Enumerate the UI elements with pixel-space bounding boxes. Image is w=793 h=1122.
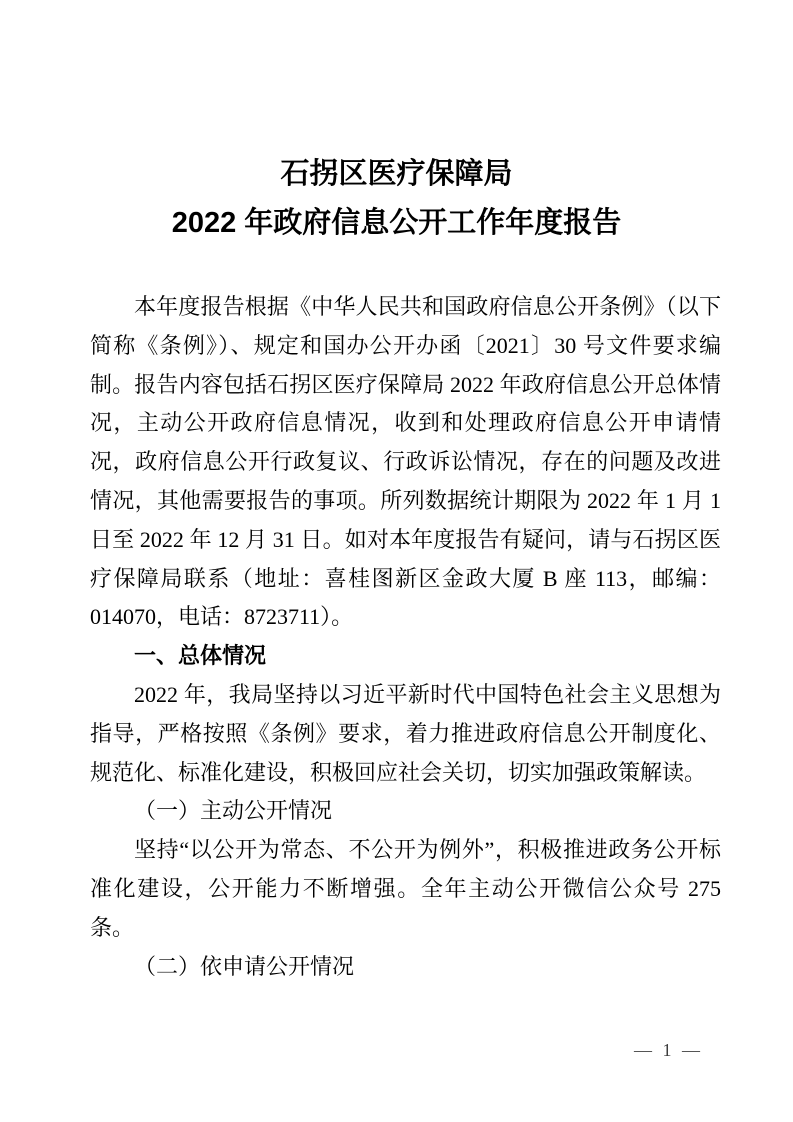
document-title-line2: 2022 年政府信息公开工作年度报告 [171,207,622,239]
section-1-paragraph: 2022 年，我局坚持以习近平新时代中国特色社会主义思想为指导，严格按照《条例》要求，着力推进政府信息公开制度化、规范化、标准化建设，积极回应社会关切，切实加强政策解读。 [90,681,721,785]
subsection-1-heading: （一）主动公开情况 [134,798,333,824]
document-title-line1: 石拐区医疗保障局 [280,158,513,190]
page-number: — 1 — [634,1040,703,1060]
subsection-1-paragraph: 坚持“以公开为常态、不公开为例外”，积极推进政务公开标准化建设，公开能力不断增强。全年主动公开微信公众号 275 条。 [90,837,721,940]
intro-paragraph: 本年度报告根据《中华人民共和国政府信息公开条例》（以下简称《条例》）、规定和国办公开办函〔2021〕30 号文件要求编制。报告内容包括石拐区医疗保障局 2022 年政府信息公开总体情况，主动公开政府信息情况，收到和处理政府信息公开申请情况，政府信息公开行政复议、行政诉讼情况，存在的问题及改进情况，其他需要报告的事项。所列数据统计期限为 2022 年 1 月 1 日至 2022 年 12 月 31 日。如对本年度报告有疑问，请与石拐区医疗保障局联系（地址：喜桂图新区金政大厦 B 座 113，邮编：014070，电话：8723711）。 [90,294,721,630]
document-body [90,288,721,986]
subsection-2-heading: （二）依申请公开情况 [134,953,355,979]
document-title [0,150,793,248]
section-1-heading: 一、总体情况 [134,643,267,669]
